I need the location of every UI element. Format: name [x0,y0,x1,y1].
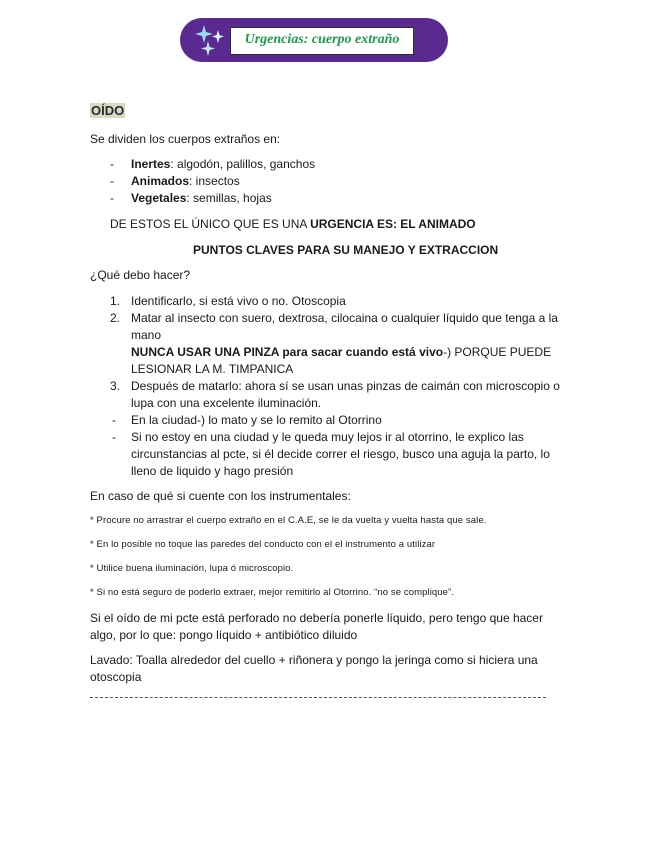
perforated-text: Si el oído de mi pcte está perforado no debería ponerle líquido, pero tengo que hacer [90,611,543,625]
warning-rest: -) PORQUE PUEDE [443,345,552,359]
type-desc: : insectos [189,174,240,188]
type-term: Inertes [131,157,171,171]
bullet-dash: - [112,430,116,444]
step-text: LESIONAR LA M. TIMPANICA [131,362,294,376]
step-text: lupa con una excelente iluminación. [131,396,322,410]
step-text: En la ciudad-) lo mato y se lo remito al Otorrino [131,413,382,427]
bullet-dash: - [110,191,114,205]
type-desc: : algodón, palillos, ganchos [170,157,316,171]
step-warning [131,344,551,361]
step-text: Identificarlo, si está vivo o no. Otoscopia [131,294,346,308]
bullet-dash: - [110,157,114,171]
step-text: Matar al insecto con suero, dextrosa, cilocaina o cualquier líquido que tenga a la [131,311,558,325]
section-divider [90,697,546,698]
instruments-intro: En caso de qué si cuente con los instrumentales: [90,489,351,503]
section-heading: OÍDO [91,103,125,118]
bullet-dash: - [112,413,116,427]
step-number: 3. [110,379,121,393]
step-text: mano [131,328,162,342]
step-text: circunstancias al pcte, si él decide correr el riesgo, busco una aguja la parto, lo [131,447,550,461]
step-number: 1. [110,294,121,308]
perforated-text: algo, por lo que: pongo líquido + antibiótico diluido [90,628,358,642]
key-points-title: PUNTOS CLAVES PARA SU MANEJO Y EXTRACCION [193,243,499,257]
type-term: Vegetales [131,191,187,205]
lavado-text: otoscopia [90,670,142,684]
step-text: Si no estoy en una ciudad y le queda muy lejos ir al otorrino, le explico las [131,430,524,444]
type-desc: : semillas, hojas [186,191,272,205]
type-item [131,190,272,207]
type-item [131,173,240,190]
question-text: ¿Qué debo hacer? [90,268,191,282]
sparkles-icon [194,24,228,56]
bullet-dash: - [110,174,114,188]
type-item [131,156,315,173]
banner-title: Urgencias: cuerpo extraño [244,32,400,47]
tip-item: * Si no está seguro de poderlo extraer, mejor remitirlo al Otorrino. “no se complique”. [90,587,455,598]
urgency-bold: URGENCIA ES: EL ANIMADO [310,217,476,231]
section-heading-wrap [90,102,125,120]
tip-item: * Procure no arrastrar el cuerpo extraño en el C.A.E, se le da vuelta y vuelta hasta que sale. [90,515,487,526]
lavado-text: Lavado: Toalla alrededor del cuello + riñonera y pongo la jeringa como si hiciera una [90,653,538,667]
title-banner [180,18,448,62]
urgency-prefix: DE ESTOS EL ÚNICO QUE ES UNA [110,217,311,231]
intro-text: Se dividen los cuerpos extraños en: [90,132,281,146]
step-text: lleno de liquido y hago presión [131,464,294,478]
step-number: 2. [110,311,121,325]
urgency-statement [110,216,476,233]
tip-item: * En lo posible no toque las paredes del conducto con el el instrumento a utilizar [90,539,436,550]
type-term: Animados [131,174,190,188]
warning-bold: NUNCA USAR UNA PINZA para sacar cuando está vivo [131,345,444,359]
tip-item: * Utilice buena iluminación, lupa ó microscopio. [90,563,294,574]
step-text: Después de matarlo: ahora sí se usan unas pinzas de caimán con microscopio o [131,379,560,393]
banner-label-box [230,27,414,55]
